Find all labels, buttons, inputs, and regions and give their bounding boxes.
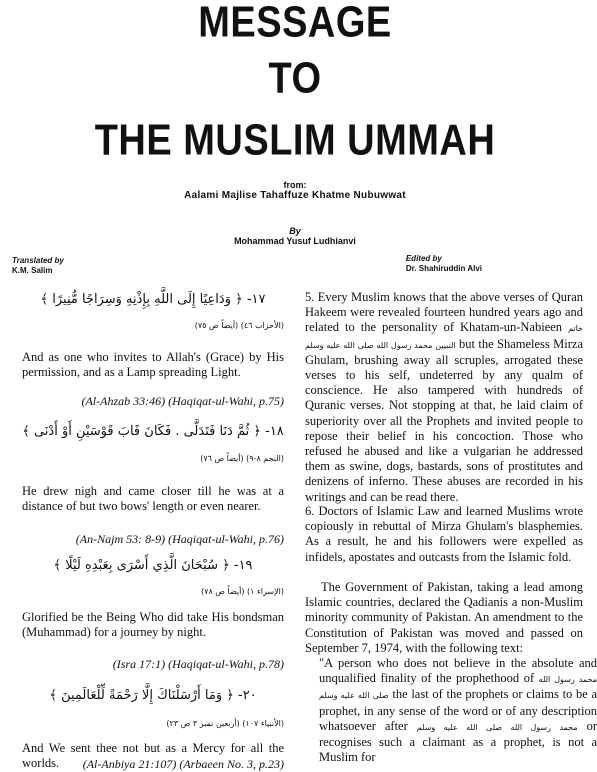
constitution-quote: [305, 656, 597, 765]
paragraph-5: [305, 290, 583, 505]
paragraph-6: 6. Doctors of Islamic Law and learned Muslims wrote copiously in rebuttal of Mirza Ghulam's blasphemies. As a result, he and his followers were expelled as infidels, apostates and outcasts from the Islamic fold.: [305, 504, 583, 564]
quote-text-1: "A person who does not believe in the absolute and unqualified finality of the prophethood of: [319, 656, 597, 686]
verse-19-english: Glorified be the Being Who did take His bondsman (Muhammad) for a journey by night.: [22, 610, 284, 639]
quote-text-3: or recognises such a claimant as a prophet, is not a Muslim for: [319, 718, 597, 765]
verse-18-citation: (An-Najm 53: 8-9) (Haqiqat-ul-Wahi, p.76): [75, 532, 284, 546]
translator-credit: [12, 256, 64, 276]
organization-name: Aalami Majlise Tahaffuze Khatme Nubuwwat: [184, 190, 406, 201]
edited-by-label: Edited by: [405, 254, 442, 263]
paragraph-5-text-end: but the Shameless Mirza Ghulam, brushing away all scruples, arrogated these verses to his self, undeterred by any qualm of conscience. He also tampered with hundreds of Quranic verses. Not stopping at that, he laid claim of superiority over all the Prophets and invited people to repose their belief in his concoction. Those who refused he abused and like a vulgarian he addressed them as swine, dogs, bastards, sons of prostitutes and denizens of inferno. These abuses are recorded in his writings and can be read there.: [305, 336, 583, 504]
author-name: Mohammad Yusuf Ludhianvi: [234, 236, 356, 246]
title-line-3: THE MUSLIM UMMAH: [94, 116, 496, 166]
editor-credit: [406, 254, 482, 274]
verse-18-reference: (النجم ٨-٩) (أيضاً ص ٧٦): [200, 454, 284, 463]
by-label: By: [289, 226, 301, 236]
quote-arabic-2: محمد رسول الله صلى الله عليه وسلم: [416, 722, 578, 732]
editor-name: Dr. Shahiruddin Alvi: [405, 264, 482, 273]
verse-20-reference: (الأنبياء ١٠٧) (أربعين نمبر ٣ ص ٢٣): [166, 719, 284, 728]
verse-17-citation: (Al-Ahzab 33:46) (Haqiqat-ul-Wahi, p.75): [81, 394, 284, 408]
paragraph-7: The Government of Pakistan, taking a lead among Islamic countries, declared the Qadianis a non-Muslim minority community of Pakistan. An amendment to the Constitution of Pakistan was moved and passed on September 7, 1974, with the following text:: [305, 580, 583, 655]
title-line-1: MESSAGE: [198, 0, 392, 48]
verse-17-reference: (الأحزاب ٤٦) (أيضاً ص ٧٥): [194, 321, 284, 330]
verse-19-reference: (الإسراء ١) (أيضاً ص ٧٨): [201, 587, 284, 596]
quote-arabic-1: محمد رسول الله صلى الله عليه وسلم: [319, 675, 597, 701]
verse-20-arabic: ٢٠- ﴿ وَمَا أَرْسَلْنَاكَ إِلَّا رَحْمَةً لِّلْعَالَمِينَ ﴾: [49, 688, 257, 703]
verse-20-english: And We sent thee not but as a Mercy for all the worlds.: [22, 741, 284, 770]
translator-name: K.M. Salim: [12, 266, 53, 275]
verse-17-arabic: ١٧- ﴿ وَدَاعِيًا إِلَى اللَّهِ بِإِذْنِهِ وَسِرَاجًا مُّنِيرًا ﴾: [40, 292, 266, 307]
verse-20-citation: (Al-Anbiya 21:107) (Arbaeen No. 3, p.23): [82, 757, 284, 771]
verse-17-english: And as one who invites to Allah's (Grace) by His permission, and as a Lamp spreading Light.: [22, 350, 284, 379]
quote-text-2: the last of the prophets or claims to be a prophet, in any sense of the word or of any description whatsoever after: [319, 687, 597, 733]
verse-19-arabic: ١٩- ﴿ سُبْحَانَ الَّذِي أَسْرَى بِعَبْدِهِ لَيْلًا ﴾: [53, 558, 253, 573]
paragraph-5-arabic: خاتم النبيين محمد رسول الله صلى الله عليه وسلم: [305, 324, 583, 350]
title-line-2: TO: [268, 54, 322, 104]
verse-18-english: He drew nigh and came closer till he was at a distance of but two bows' length or even nearer.: [22, 484, 284, 513]
translated-by-label: Translated by: [12, 256, 64, 265]
from-label: from:: [283, 180, 307, 190]
verse-18-arabic: ١٨- ﴿ ثُمَّ دَنَا فَتَدَلَّى . فَكَانَ قَابَ قَوْسَيْنِ أَوْ أَدْنَى ﴾: [22, 424, 284, 439]
paragraph-5-text-start: 5. Every Muslim knows that the above verses of Quran Hakeem were revealed fourteen hundred years ago and related to the personality of Khatam-un-Nabieen: [305, 290, 583, 335]
verse-19-citation: (Isra 17:1) (Haqiqat-ul-Wahi, p.78): [112, 657, 284, 671]
